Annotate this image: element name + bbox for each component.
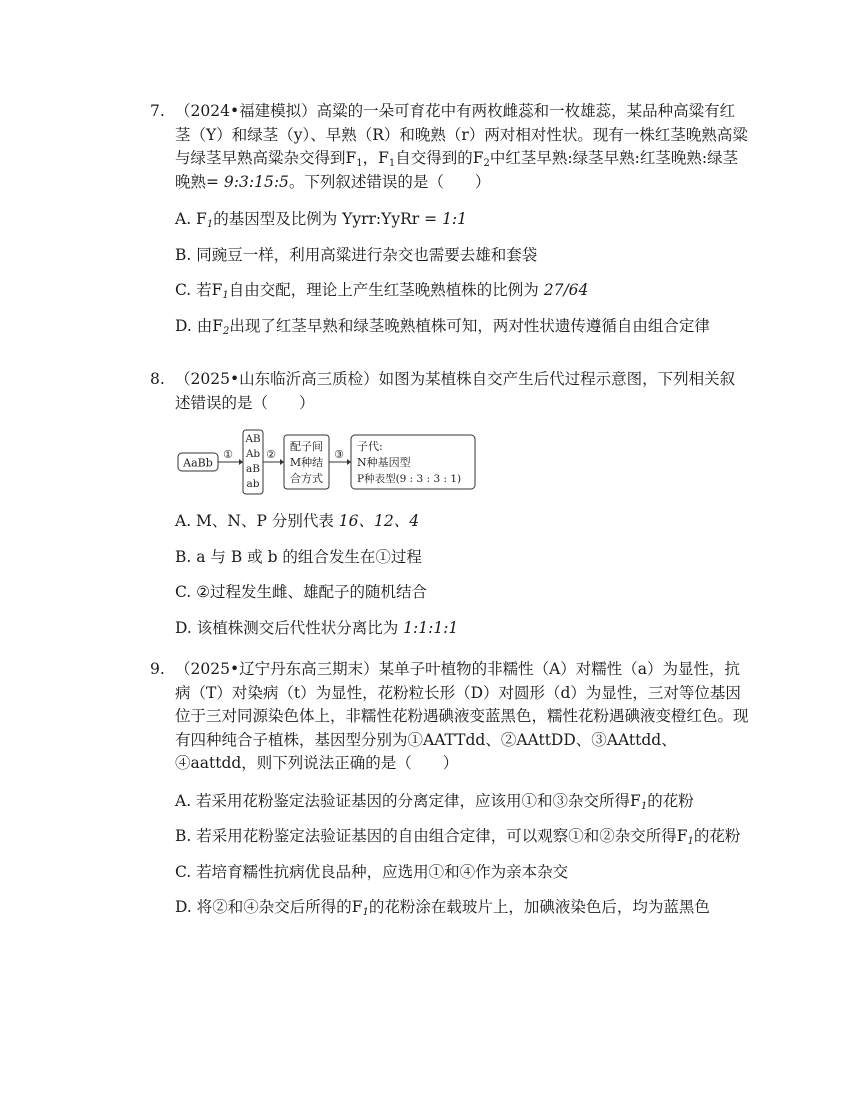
option-c: C. ②过程发生雌、雄配子的随机结合 (175, 583, 428, 601)
option-b: B. a 与 B 或 b 的组合发生在①过程 (175, 547, 422, 566)
arrowhead-2 (280, 459, 284, 465)
combination-line: 配子间 (290, 440, 323, 453)
option-b: B. 若采用花粉鉴定法验证基因的自由组合定律，可以观察①和②杂交所得$F_1$的花粉 (175, 827, 741, 847)
option-d: D. 该植株测交后代性状分离比为 1:1:1:1 (175, 618, 459, 637)
question-8 (150, 368, 750, 415)
option-c: C. 若培育糯性抗病优良品种，应选用①和④作为亲本杂交 (175, 862, 569, 881)
option-a: A. 若采用花粉鉴定法验证基因的分离定律，应该用①和③杂交所得$F_1$的花粉 (175, 791, 694, 812)
question-7 (150, 100, 750, 338)
step-2-label: ② (266, 448, 276, 461)
offspring-line: N种基因型 (357, 456, 411, 469)
question-stem: （2025•辽宁丹东高三期末）某单子叶植物的非糯性（A）对糯性（a）为显性，抗病（T）对染病（t）为显性，花粉粒长形（D）对圆形（d）为显性，三对等位基因位于三对同源染色体上，非糯性花粉遇碘液变蓝黑色，糯性花粉遇碘液变橙红色。现有四种纯合子植株，基因型分别为①AATTdd、②AAttDD、③AAttdd、④aattdd，则下列说法正确的是（ ） (175, 660, 749, 772)
question-9 (150, 658, 750, 920)
option-d: D. 将②和④杂交后所得的$F_1$的花粉涂在载玻片上，加碘液染色后，均为蓝黑色 (175, 898, 710, 918)
offspring-line: 子代: (357, 440, 383, 453)
step-3-label: ③ (334, 448, 344, 461)
option-d: D. 由$F_2$出现了红茎早熟和绿茎晚熟植株可知，两对性状遗传遵循自由组合定律 (175, 316, 710, 337)
gamete-process-diagram (177, 428, 477, 496)
question-number: 8. (150, 370, 165, 388)
question-number: 9. (150, 660, 165, 678)
step-1-label: ① (223, 448, 233, 461)
gamete-label: AB (245, 433, 261, 445)
question-stem: （2024•福建模拟）高粱的一朵可育花中有两枚雌蕊和一枚雄蕊，某品种高粱有红茎（Y）和绿茎（y）、早熟（R）和晚熟（r）两对相对性状。现有一株红茎晚熟高粱与绿茎早熟高粱杂交得到$F_1$，$F_1$自交得到的$F_2$中红茎早熟:绿茎早熟:红茎晚熟:绿茎晚熟= 9:3:15:5。下列叙述错误的是（ ） (175, 102, 748, 191)
combination-line: 合方式 (290, 472, 323, 485)
arrowhead-1 (239, 459, 243, 465)
question-number: 7. (150, 102, 165, 120)
arrowhead-3 (347, 459, 351, 465)
option-b: B. 同豌豆一样，利用高粱进行杂交也需要去雄和套袋 (175, 245, 538, 264)
parent-genotype: AaBb (183, 456, 213, 470)
gamete-label: Ab (245, 448, 261, 460)
option-a: A. M、N、P 分别代表 16、12、4 (175, 512, 420, 530)
question-8-options (150, 510, 750, 640)
option-c: C. 若$F_1$自由交配，理论上产生红茎晚熟植株的比例为 27/64 (175, 281, 589, 301)
question-stem: （2025•山东临沂高三质检）如图为某植株自交产生后代过程示意图，下列相关叙述错误的是（ ） (175, 370, 736, 412)
gamete-label: ab (246, 478, 260, 490)
option-a: A. $F_1$的基因型及比例为 Yyrr:YyRr = 1:1 (175, 210, 468, 230)
offspring-line: P种表型(9 : 3 : 3 : 1) (357, 473, 462, 485)
combination-line: M种结 (289, 456, 324, 469)
gamete-label: aB (246, 463, 260, 475)
